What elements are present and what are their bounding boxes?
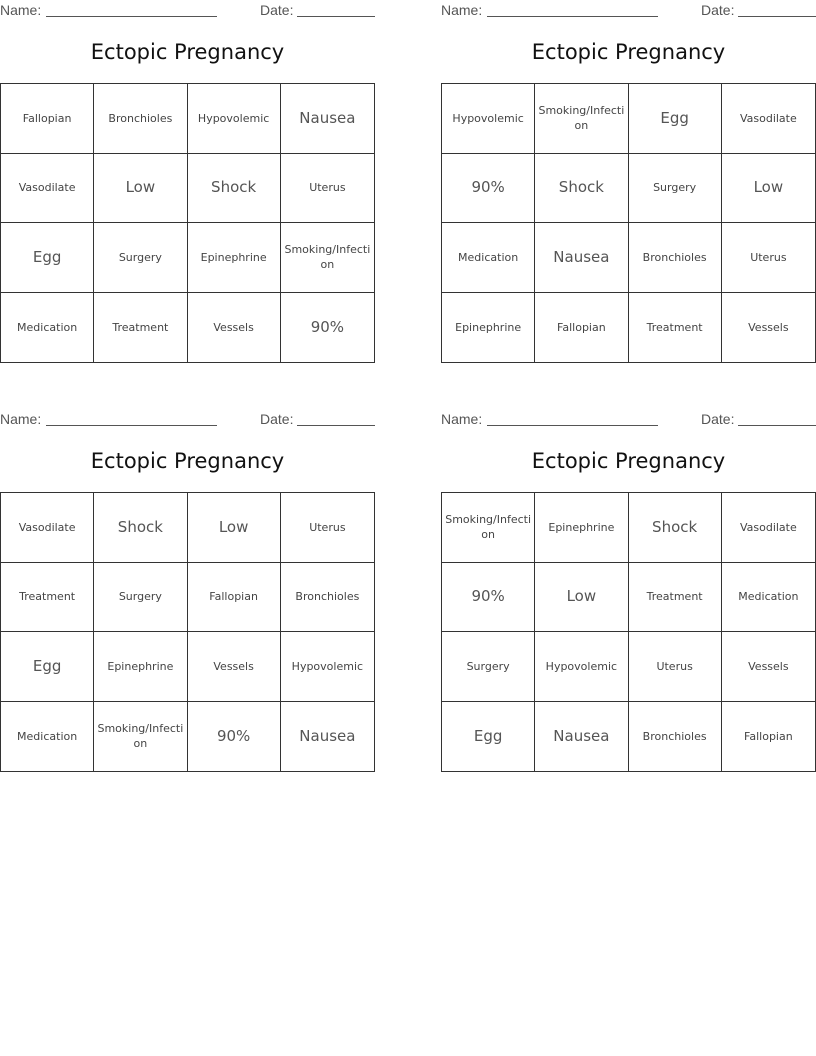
bingo-cell: Low (535, 563, 628, 633)
bingo-cell: Hypovolemic (281, 632, 374, 702)
bingo-cell: Surgery (442, 632, 535, 702)
name-date-row (0, 409, 375, 431)
name-blank-line (487, 425, 658, 426)
bingo-cell: Egg (629, 84, 722, 154)
bingo-cell: Epinephrine (442, 293, 535, 363)
date-label: Date: (260, 2, 294, 18)
bingo-cell: Uterus (629, 632, 722, 702)
date-label: Date: (701, 2, 735, 18)
bingo-grid (0, 83, 375, 363)
bingo-cell: Bronchioles (281, 563, 374, 633)
date-blank-line (297, 16, 375, 17)
bingo-cell: 90% (442, 154, 535, 224)
bingo-card-3 (0, 409, 375, 751)
bingo-cell: Nausea (281, 84, 374, 154)
bingo-cell: Shock (629, 493, 722, 563)
bingo-cell: Smoking/Infection (281, 223, 374, 293)
bingo-card-2 (441, 0, 816, 334)
name-label: Name: (441, 411, 483, 427)
bingo-cell: Vasodilate (1, 154, 94, 224)
bingo-cell: Medication (442, 223, 535, 293)
bingo-cell: Bronchioles (94, 84, 187, 154)
bingo-cell: Surgery (94, 223, 187, 293)
card-title: Ectopic Pregnancy (90, 449, 285, 473)
bingo-cell: Vessels (188, 632, 281, 702)
bingo-cell: Fallopian (535, 293, 628, 363)
bingo-cell: Surgery (94, 563, 187, 633)
bingo-card-4 (441, 409, 816, 745)
bingo-cell: Vasodilate (722, 493, 815, 563)
bingo-cell: 90% (442, 563, 535, 633)
bingo-grid (0, 492, 375, 772)
bingo-grid (441, 492, 816, 772)
bingo-grid (441, 83, 816, 363)
bingo-cell: Nausea (535, 702, 628, 772)
bingo-cell: Treatment (629, 563, 722, 633)
bingo-cell: Fallopian (188, 563, 281, 633)
bingo-cell: Smoking/Infection (94, 702, 187, 772)
bingo-cell: Epinephrine (188, 223, 281, 293)
bingo-cell: Uterus (281, 493, 374, 563)
bingo-cell: Shock (94, 493, 187, 563)
card-title: Ectopic Pregnancy (90, 40, 285, 64)
name-date-row (0, 0, 375, 22)
date-blank-line (738, 16, 816, 17)
bingo-cell: Smoking/Infection (535, 84, 628, 154)
name-date-row (441, 409, 816, 431)
date-blank-line (297, 425, 375, 426)
bingo-cell: 90% (188, 702, 281, 772)
name-label: Name: (0, 2, 42, 18)
bingo-cell: Fallopian (1, 84, 94, 154)
bingo-cell: Hypovolemic (442, 84, 535, 154)
bingo-cell: Hypovolemic (535, 632, 628, 702)
bingo-cell: Low (722, 154, 815, 224)
bingo-cell: Fallopian (744, 729, 793, 743)
bingo-cell: Egg (1, 223, 94, 293)
bingo-cell: Medication (1, 293, 94, 363)
bingo-cell: Egg (1, 632, 94, 702)
name-blank-line (487, 16, 658, 17)
card-title: Ectopic Pregnancy (531, 449, 726, 473)
bingo-cell: Treatment (629, 293, 722, 363)
bingo-cell: Vessels (188, 293, 281, 363)
bingo-cell: Hypovolemic (188, 84, 281, 154)
bingo-cell: Treatment (94, 293, 187, 363)
name-blank-line (46, 425, 217, 426)
bingo-cell: Vasodilate (1, 493, 94, 563)
bingo-cell: Shock (188, 154, 281, 224)
bingo-card-1 (0, 0, 375, 336)
bingo-cell: Nausea (299, 726, 356, 745)
date-blank-line (738, 425, 816, 426)
name-label: Name: (0, 411, 42, 427)
name-label: Name: (441, 2, 483, 18)
bingo-cell: Bronchioles (629, 702, 722, 772)
bingo-cell: Treatment (1, 563, 94, 633)
bingo-cell: Low (94, 154, 187, 224)
date-label: Date: (701, 411, 735, 427)
bingo-cell: Uterus (722, 223, 815, 293)
name-blank-line (46, 16, 217, 17)
bingo-cell: Vessels (748, 320, 789, 334)
bingo-cell: Epinephrine (94, 632, 187, 702)
bingo-cell: Low (188, 493, 281, 563)
bingo-cell: Uterus (281, 154, 374, 224)
bingo-cell: Medication (1, 702, 94, 772)
bingo-cell: Surgery (629, 154, 722, 224)
name-date-row (441, 0, 816, 22)
bingo-cell: Vasodilate (722, 84, 815, 154)
bingo-cell: Medication (722, 563, 815, 633)
bingo-cell: Egg (442, 702, 535, 772)
bingo-cell: 90% (310, 317, 345, 336)
bingo-cell: Epinephrine (535, 493, 628, 563)
card-title: Ectopic Pregnancy (531, 40, 726, 64)
bingo-cell: Smoking/Infection (442, 493, 535, 563)
date-label: Date: (260, 411, 294, 427)
bingo-cell: Vessels (722, 632, 815, 702)
bingo-cell: Shock (535, 154, 628, 224)
bingo-cell: Nausea (535, 223, 628, 293)
bingo-cell: Bronchioles (629, 223, 722, 293)
